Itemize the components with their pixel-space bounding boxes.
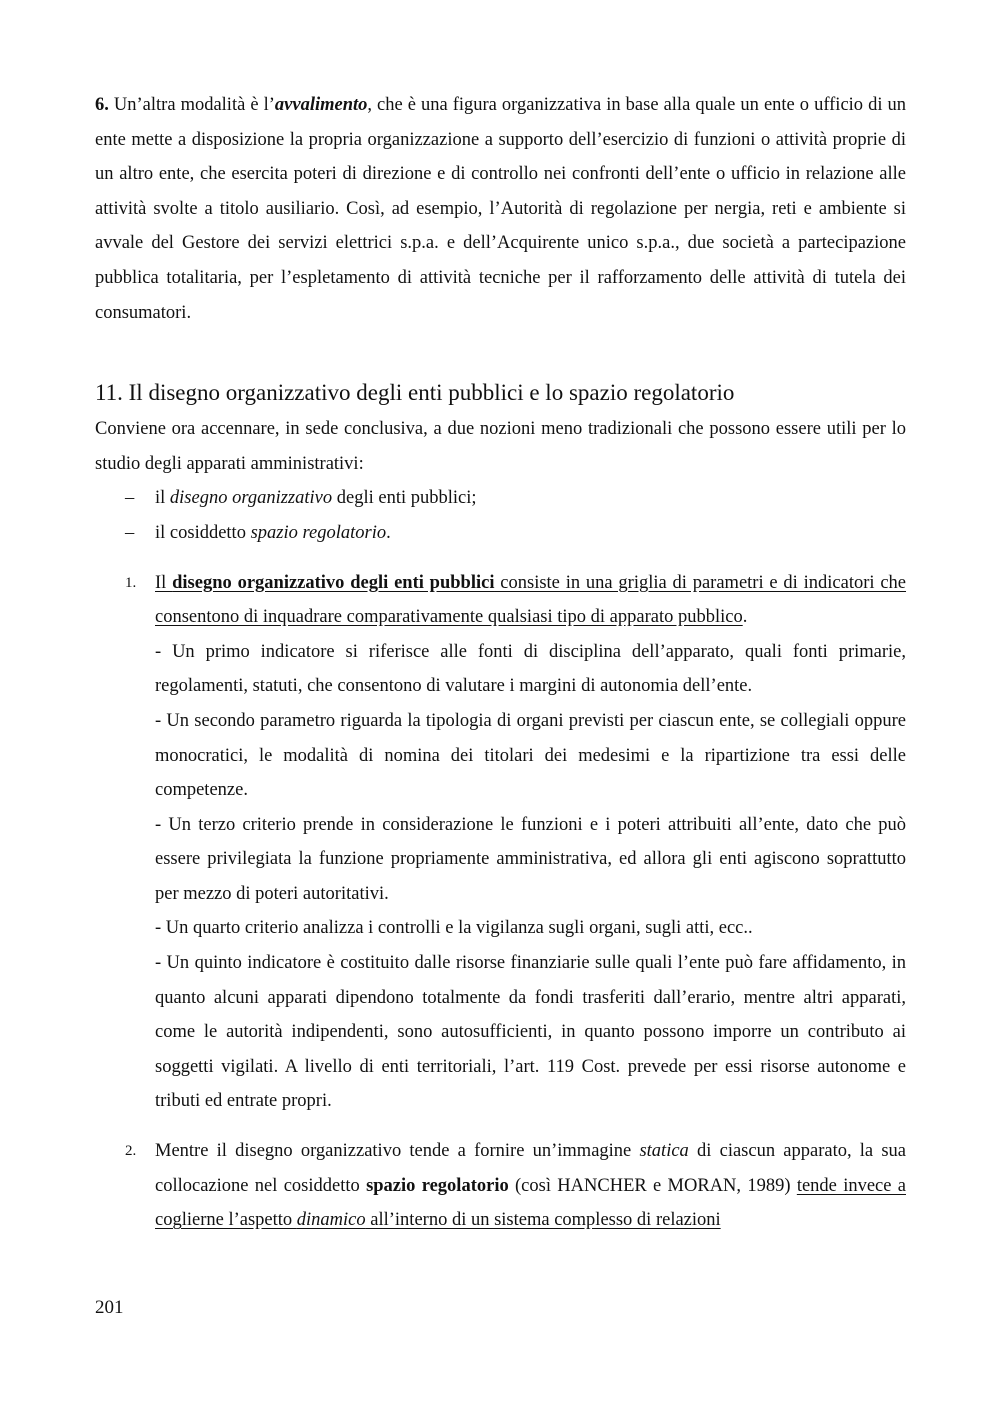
numbered-list xyxy=(95,566,906,1238)
page-number: 201 xyxy=(95,1297,124,1318)
item-1-lead: Il disegno organizzativo degli enti pubblici consiste in una griglia di parametri e di indicatori che consentono di inquadrare comparativamente qualsiasi tipo di apparato pubblico. xyxy=(155,572,907,628)
paragraph-6: 6. Un’altra modalità è l’avvalimento, che è una figura organizzativa in base alla quale un ente o ufficio di un ente mette a disposizione la propria organizzazione a supporto dell’esercizio di funzioni o attività proprie di un altro ente, che esercita poteri di direzione e di controllo nei confronti dell’ente o ufficio in relazione alle attività svolte a titolo ausiliario. Così, ad esempio, l’Autorità di regolazione per nergia, reti e ambiente si avvale del Gestore dei servizi elettrici s.p.a. e dell’Acquirente unico s.p.a., due società a partecipazione pubblica totalitaria, per l’espletamento di attività tecniche per il rafforzamento delle attività di tutela dei consumatori. xyxy=(95,95,906,323)
numbered-item-1 xyxy=(95,566,906,1120)
numbered-item-2 xyxy=(95,1134,906,1238)
indicator-2: - Un secondo parametro riguarda la tipologia di organi previsti per ciascun ente, se collegiali oppure monocratici, le modalità di nomina dei titolari dei medesimi e la ripartizione tra essi delle competenze. xyxy=(155,710,906,801)
list-item: – il cosiddetto spazio regolatorio. xyxy=(95,516,906,551)
indicator-3: - Un terzo criterio prende in considerazione le funzioni e i poteri attribuiti all’ente, dato che può essere privilegiata la funzione propriamente amministrativa, ed allora gli enti agiscono soprattutto per mezzo di poteri autoritativi. xyxy=(155,814,906,904)
indicator-5: - Un quinto indicatore è costituito dalle risorse finanziarie sulle quali l’ente può fare affidamento, in quanto alcuni apparati dipendono totalmente da fondi trasferiti dall’erario, mentre altri apparati, come le autorità indipendenti, sono autosufficienti, in quanto possono imporre un contributo ai soggetti vigilati. A livello di enti territoriali, l’art. 119 Cost. prevede per essi risorse autonome e tributi ed entrate propri. xyxy=(155,953,906,1112)
term-spazio-regolatorio: spazio regolatorio xyxy=(366,1175,509,1196)
item-2-text: Mentre il disegno organizzativo tende a fornire un’immagine statica di ciascun apparato, la sua collocazione nel cosiddetto spazio regolatorio (così HANCHER e MORAN, 1989) tende invece a coglierne l’aspetto dinamico all’interno di un sistema complesso di relazioni xyxy=(155,1141,907,1231)
item-number: 2. xyxy=(125,1143,137,1160)
dash-list xyxy=(95,481,906,550)
section-heading: 11. Il disegno organizzativo degli enti pubblici e lo spazio regolatorio xyxy=(95,380,735,406)
term-disegno-organizzativo: disegno organizzativo degli enti pubblici xyxy=(172,572,495,593)
indicator-1: - Un primo indicatore si riferisce alle fonti di disciplina dell’apparato, quali fonti primarie, regolamenti, statuti, che consentono di valutare i margini di autonomia dell’ente. xyxy=(155,641,906,697)
item-number: 1. xyxy=(125,574,137,591)
term-avvalimento: avvalimento xyxy=(274,95,368,115)
indicator-4: - Un quarto criterio analizza i controlli e la vigilanza sugli organi, sugli atti, ecc.. xyxy=(155,918,753,939)
dash-marker: – xyxy=(125,522,135,543)
section-intro: Conviene ora accennare, in sede conclusiva, a due nozioni meno tradizionali che possono essere utili per lo studio degli apparati amministrativi: xyxy=(95,419,906,474)
page-body xyxy=(95,88,906,1238)
paragraph-number: 6. xyxy=(95,95,109,115)
list-item: – il disegno organizzativo degli enti pubblici; xyxy=(95,481,906,516)
dash-marker: – xyxy=(125,488,135,509)
